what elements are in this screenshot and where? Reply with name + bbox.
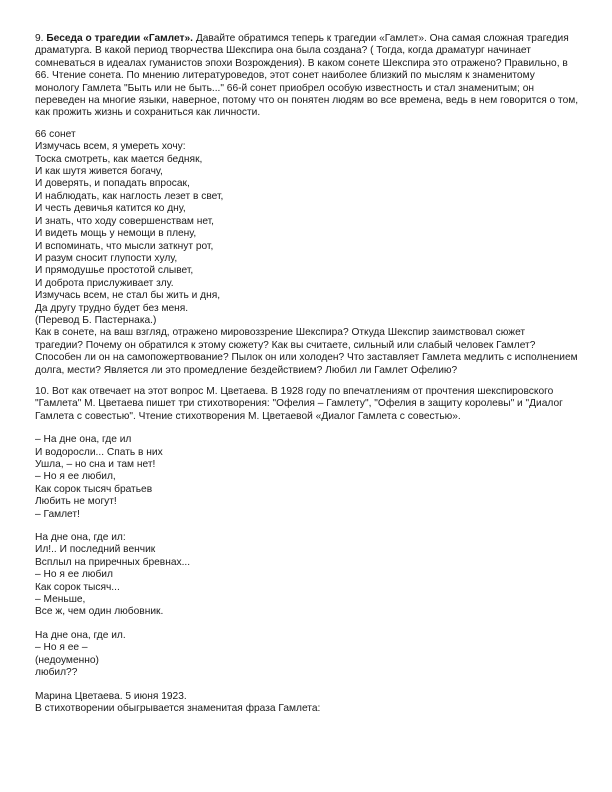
sonnet-line: Измучась всем, не стал бы жить и дня, xyxy=(35,290,221,302)
sonnet-title: 66 сонет xyxy=(35,128,76,140)
poem-line: Как сорок тысяч... xyxy=(35,581,120,593)
poem-line: – Но я ее любил xyxy=(35,569,113,581)
poem-stanza-3 xyxy=(35,630,580,680)
section-9-line: сомневаться в идеалах гуманистов эпохи Возрождения). В каком сонете Шекспира это отражено? Правильно, в xyxy=(35,57,568,69)
sonnet-line: И разум сносит глупости хулу, xyxy=(35,252,178,264)
sonnet-line: Тоска смотреть, как мается бедняк, xyxy=(35,153,203,165)
sonnet-line: И доверять, и попадать впросак, xyxy=(35,178,190,190)
poem-line: Все ж, чем один любовник. xyxy=(35,606,164,618)
section-10-line: "Гамлета" М. Цветаева пишет три стихотворения: "Офелия – Гамлету", "Офелия в защиту королевы" и "Диалог xyxy=(35,398,563,410)
question-line: трагедии? Почему он обратился к этому сюжету? Как вы считаете, сильный или слабый человек Гамлет? xyxy=(35,339,536,351)
section-9-line: переведен на многие языки, наверное, потому что он понятен людям во все времена, ведь в нем говорится о том, xyxy=(35,95,579,107)
sonnet-line: Измучась всем, я умереть хочу: xyxy=(35,141,186,153)
sonnet-line: И знать, что ходу совершенствам нет, xyxy=(35,215,215,227)
poem-line: Как сорок тысяч братьев xyxy=(35,483,153,495)
question-line: Способен ли он на самопожертвование? Пылок он или холоден? Что заставляет Гамлета медлить с исполнением xyxy=(35,352,578,364)
question-line: долга, мести? Является ли это промедление бездействием? Любил ли Гамлет Офелию? xyxy=(35,364,458,376)
question-line: Как в сонете, на ваш взгляд, отражено мировоззрение Шекспира? Откуда Шекспир заимствовал сюжет xyxy=(35,327,526,339)
poem-line: На дне она, где ил. xyxy=(35,629,126,641)
sonnet-line: Да другу трудно будет без меня. xyxy=(35,302,189,314)
poem-line: (недоуменно) xyxy=(35,654,99,666)
poem-stanza-2 xyxy=(35,532,580,619)
section-9-line: Давайте обратимся теперь к трагедии «Гамлет». Она самая сложная трагедия xyxy=(193,33,569,44)
document-body xyxy=(35,33,580,715)
poem-stanza-1 xyxy=(35,434,580,521)
poem-line: Любить не могут! xyxy=(35,496,117,508)
poem-line: Ушла, – но сна и там нет! xyxy=(35,459,156,470)
poem-line: – Меньше, xyxy=(35,594,86,606)
sonnet-line: И доброта прислуживает злу. xyxy=(35,277,174,289)
poem-line: На дне она, где ил: xyxy=(35,532,126,544)
sonnet-line: И прямодушье простотой слывет, xyxy=(35,265,194,277)
poem-signature: Марина Цветаева. 5 июня 1923. xyxy=(35,690,187,702)
sonnet-line: И как шутя живется богачу, xyxy=(35,166,163,178)
translation-credit: (Перевод Б. Пастернака.) xyxy=(35,314,157,326)
sonnet-line: И вспоминать, что мысли заткнут рот, xyxy=(35,240,214,252)
sonnet-line: И наблюдать, как наглость лезет в свет, xyxy=(35,190,224,202)
poem-line: – Гамлет! xyxy=(35,508,80,520)
poem-line: – На дне она, где ил xyxy=(35,434,132,446)
section-9-first-line xyxy=(35,33,580,45)
poem-line: И водоросли... Спать в них xyxy=(35,446,163,458)
section-9-number: 9. xyxy=(35,33,44,44)
questions-paragraph xyxy=(35,327,580,377)
closing-note: В стихотворении обыгрывается знаменитая фраза Гамлета: xyxy=(35,702,321,714)
section-9-heading: Беседа о трагедии «Гамлет». xyxy=(46,33,194,44)
closing-block xyxy=(35,691,580,716)
section-9-line: монологу Гамлета "Быть или не быть..." 66-й сонет приобрел особую известность и стал знаменитым; он xyxy=(35,82,535,94)
section-9-line: драматурга. В какой период творчества Шекспира она была создана? ( Тогда, когда драматург начинает xyxy=(35,45,531,57)
poem-line: Ил!.. И последний венчик xyxy=(35,544,156,556)
poem-line: любил?? xyxy=(35,667,78,679)
poem-line: Всплыл на приречных бревнах... xyxy=(35,556,191,568)
sonnet-line: И честь девичья катится ко дну, xyxy=(35,203,186,215)
section-9-paragraph xyxy=(35,33,580,120)
section-10-paragraph xyxy=(35,386,580,423)
section-10-line: 10. Вот как отвечает на этот вопрос М. Цветаева. В 1928 году по впечатлениям от прочтения шекспировского xyxy=(35,385,554,397)
poem-line: – Но я ее – xyxy=(35,642,88,654)
section-9-line: как прожить жизнь и сохраниться как личности. xyxy=(35,107,261,119)
section-9-line: 66. Чтение сонета. По мнению литературоведов, этот сонет наиболее близкий по мыслям к знаменитому xyxy=(35,70,535,82)
sonnet-66 xyxy=(35,129,580,328)
sonnet-line: И видеть мощь у немощи в плену, xyxy=(35,228,197,240)
poem-line: – Но я ее любил, xyxy=(35,471,116,483)
section-10-line: Гамлета с совестью". Чтение стихотворения М. Цветаевой «Диалог Гамлета с совестью». xyxy=(35,410,461,422)
